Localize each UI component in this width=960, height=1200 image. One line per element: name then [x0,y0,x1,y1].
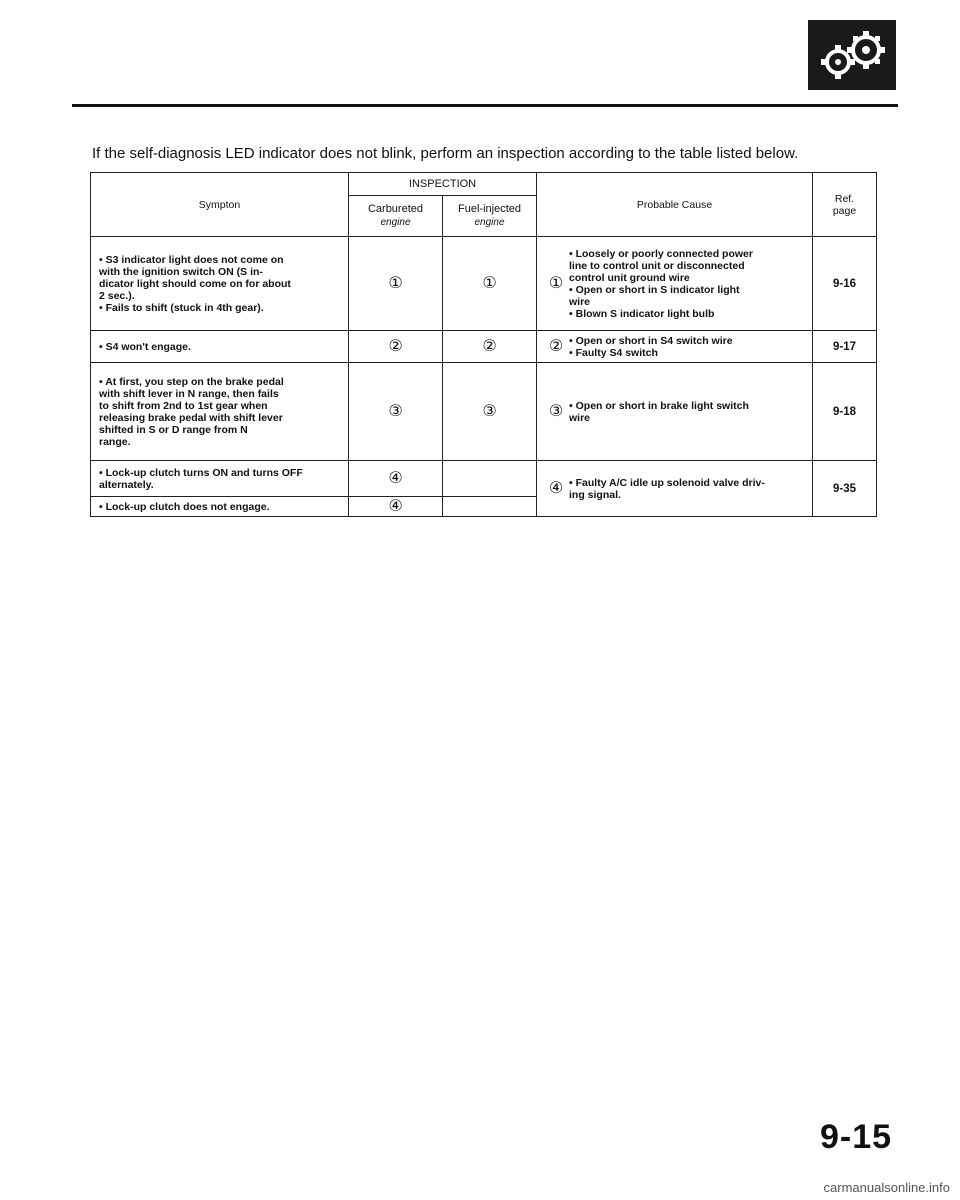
symptom-line: • At first, you step on the brake pedal [99,375,284,388]
symptom-line: dicator light should come on for about [99,277,291,290]
ref-page: 9-17 [813,331,877,363]
carbureted-code: ③ [349,363,443,461]
symptom-cell [91,363,349,461]
cause-cell [537,237,813,331]
table-row [91,331,877,363]
cause-cell [537,363,813,461]
symptom-line: • S4 won't engage. [99,340,191,353]
diagnosis-table [90,172,877,517]
header-row [91,173,877,196]
symptom-line: 2 sec.). [99,289,135,302]
gears-icon [808,20,896,90]
fuel-injected-code: ③ [443,363,537,461]
carbureted-sub: engine [380,217,411,228]
cause-line: • Open or short in S4 switch wire [569,334,733,347]
carbureted-header [349,196,443,237]
symptom-cell [91,461,349,497]
symptom-line: shifted in S or D range from N [99,423,248,436]
cause-code: ① [548,274,564,292]
cause-line: control unit ground wire [569,271,690,284]
ref-page: 9-35 [813,461,877,517]
cause-line: line to control unit or disconnected [569,259,745,272]
cause-line: wire [569,411,591,424]
inspection-header: INSPECTION [349,173,537,196]
cause-cell [537,461,813,517]
intro-text: If the self-diagnosis LED indicator does not blink, perform an inspection according to the table listed below. [92,145,799,162]
symptom-cell [91,497,349,517]
probable-cause-header: Probable Cause [537,173,813,237]
table-row [91,363,877,461]
carbureted-code: ④ [349,497,443,517]
symptom-cell [91,237,349,331]
symptom-line: releasing brake pedal with shift lever [99,411,283,424]
page-number: 9-15 [820,1118,893,1156]
fuel-injected-header [443,196,537,237]
cause-line: ing signal. [569,488,621,501]
carbureted-code: ② [349,331,443,363]
ref-header-label: Ref. [834,192,855,205]
cause-cell [537,331,813,363]
symptom-cell [91,331,349,363]
ref-page-header [813,173,877,237]
fuel-injected-sub: engine [474,217,505,228]
symptom-header: Sympton [91,173,349,237]
symptom-line: • Lock-up clutch does not engage. [99,500,270,513]
fuel-injected-code [443,461,537,497]
symptom-line: with the ignition switch ON (S in- [99,265,263,278]
ref-page: 9-18 [813,363,877,461]
carbureted-code: ① [349,237,443,331]
cause-code: ③ [548,402,564,420]
header-rule [72,104,898,107]
carbureted-code: ④ [349,461,443,497]
symptom-line: • Fails to shift (stuck in 4th gear). [99,301,264,314]
cause-line: • Open or short in S indicator light [569,283,740,296]
cause-line: • Faulty S4 switch [569,346,658,359]
cause-line: • Loosely or poorly connected power [569,247,753,260]
table-row [91,461,877,497]
ref-header-sub: page [832,204,857,217]
symptom-line: to shift from 2nd to 1st gear when [99,399,268,412]
fuel-injected-code [443,497,537,517]
fuel-injected-code: ② [443,331,537,363]
fuel-injected-code: ① [443,237,537,331]
carbureted-label: Carbureted [367,203,424,215]
cause-line: • Blown S indicator light bulb [569,307,715,320]
cause-line: • Open or short in brake light switch [569,399,749,412]
symptom-line: alternately. [99,478,154,491]
ref-page: 9-16 [813,237,877,331]
cause-line: wire [569,295,591,308]
symptom-line: • S3 indicator light does not come on [99,253,284,266]
cause-line: • Faulty A/C idle up solenoid valve driv- [569,476,765,489]
symptom-line: with shift lever in N range, then fails [99,387,279,400]
symptom-line: • Lock-up clutch turns ON and turns OFF [99,466,303,479]
watermark: carmanualsonline.info [823,1180,950,1195]
fuel-injected-label: Fuel-injected [458,203,521,215]
cause-code: ② [548,337,564,355]
section-logo [808,20,896,90]
cause-code: ④ [548,479,564,497]
symptom-line: range. [99,435,131,448]
table-row [91,237,877,331]
